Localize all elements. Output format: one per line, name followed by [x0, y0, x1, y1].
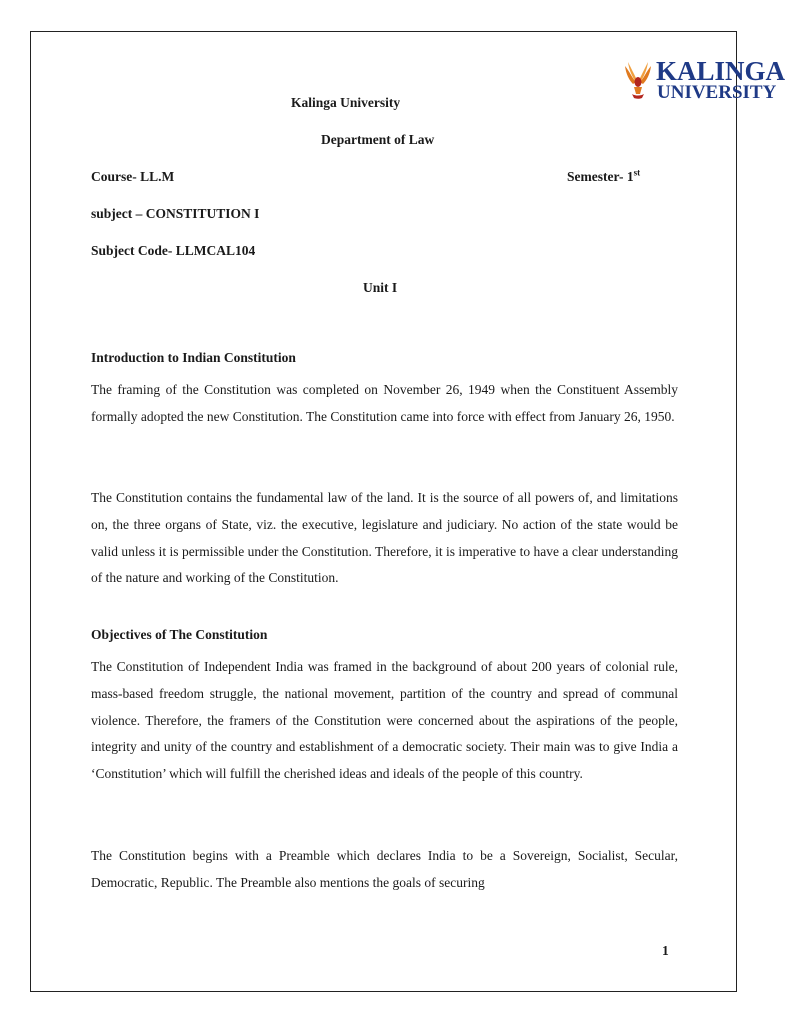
unit-title: Unit I [363, 280, 398, 295]
subject-label: subject – CONSTITUTION I [91, 206, 260, 221]
department-name: Department of Law [321, 132, 435, 147]
intro-heading: Introduction to Indian Constitution [91, 350, 296, 365]
semester-label [567, 169, 640, 185]
semester-superscript: st [633, 167, 641, 178]
university-name: Kalinga University [291, 95, 401, 110]
emblem-icon [622, 58, 654, 104]
semester-text: Semester- 1 [567, 169, 634, 184]
logo-kalinga-text: KALINGA [656, 56, 785, 86]
objectives-heading: Objectives of The Constitution [91, 627, 268, 642]
university-logo [622, 56, 785, 104]
course-label: Course- LL.M [91, 169, 175, 184]
logo-university-text: UNIVERSITY [657, 82, 777, 103]
objectives-paragraph-2: The Constitution begins with a Preamble which declares India to be a Sovereign, Socialist, Secular, Democratic, Republic. The Preamble also mentions the goals of securing [91, 848, 678, 890]
objectives-paragraph-1: The Constitution of Independent India was framed in the background of about 200 years of colonial rule, mass-based freedom struggle, the national movement, partition of the country and spread of communal violence. Therefore, the framers of the Constitution were concerned about the aspirations of the people, integrity and unity of the country and establishment of a democratic society. Their main was to give India a ‘Constitution’ which will fulfill the cherished ideas and ideals of the people of this country. [91, 659, 678, 782]
intro-paragraph-1: The framing of the Constitution was completed on November 26, 1949 when the Constituent Assembly formally adopted the new Constitution. The Constitution came into force with effect from January 26, 1950. [91, 382, 678, 424]
intro-paragraph-2: The Constitution contains the fundamental law of the land. It is the source of all powers of, and limitations on, the three organs of State, viz. the executive, legislature and judiciary. No action of the state would be valid unless it is permissible under the Constitution. Therefore, it is imperative to have a clear understanding of the nature and working of the Constitution. [91, 490, 678, 586]
subject-code-label: Subject Code- LLMCAL104 [91, 243, 256, 258]
page-number: 1 [662, 943, 669, 958]
